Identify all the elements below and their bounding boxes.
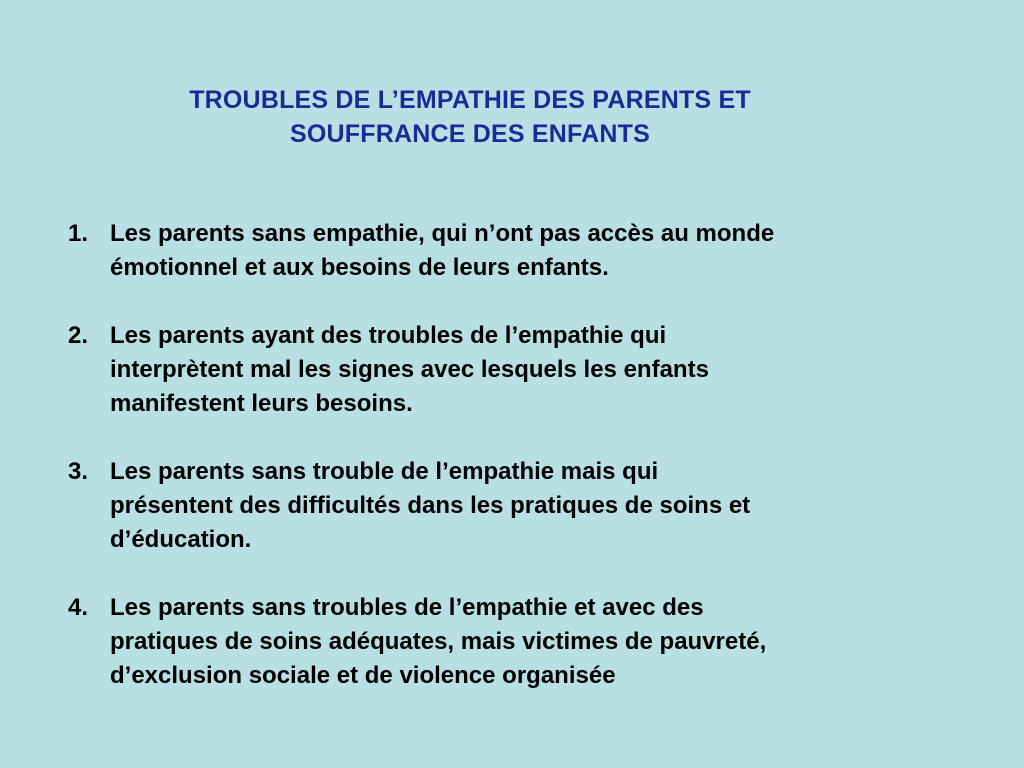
list-number-4: 4.	[68, 594, 89, 621]
list-item-4-line-2: pratiques de soins adéquates, mais victimes de pauvreté,	[110, 628, 767, 655]
list-item-4-line-3: d’exclusion sociale et de violence organisée	[110, 662, 616, 689]
list-number-2: 2.	[68, 322, 89, 349]
list-item-4	[68, 591, 948, 693]
slide-title	[110, 83, 830, 151]
list-item-2	[68, 319, 948, 421]
list-number-1: 1.	[68, 220, 89, 247]
slide-title-line-1: TROUBLES DE L’EMPATHIE DES PARENTS ET	[189, 86, 751, 114]
list-number-3: 3.	[68, 458, 89, 485]
list-item-3	[68, 455, 948, 557]
list-item-4-line-1: Les parents sans troubles de l’empathie et avec des	[110, 594, 704, 621]
list-item-1-line-1: Les parents sans empathie, qui n’ont pas accès au monde	[110, 220, 775, 247]
list-item-2-line-2: interprètent mal les signes avec lesquels les enfants	[110, 356, 709, 383]
list-item-3-line-3: d’éducation.	[110, 526, 252, 553]
slide-title-line-2: SOUFFRANCE DES ENFANTS	[290, 120, 650, 148]
list-item-3-line-2: présentent des difficultés dans les pratiques de soins et	[110, 492, 751, 519]
list-item-1	[68, 217, 948, 285]
list-item-1-line-2: émotionnel et aux besoins de leurs enfants.	[110, 254, 609, 281]
numbered-list	[68, 217, 948, 727]
list-item-2-line-3: manifestent leurs besoins.	[110, 390, 413, 417]
list-item-3-line-1: Les parents sans trouble de l’empathie mais qui	[110, 458, 659, 485]
list-item-2-line-1: Les parents ayant des troubles de l’empathie qui	[110, 322, 667, 349]
